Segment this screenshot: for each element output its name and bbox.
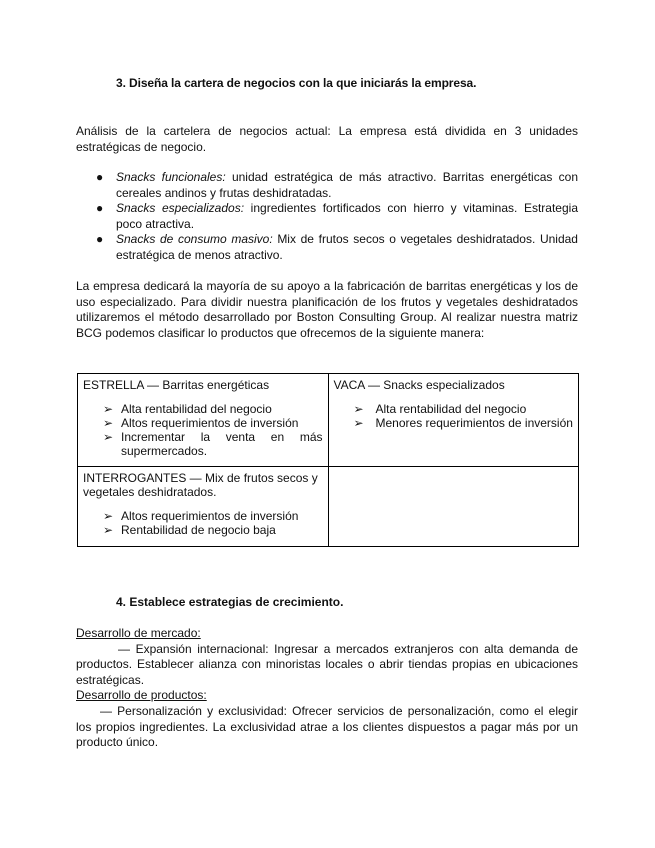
unit-description: unidad estratégica de más atractivo. Barritas energéticas con cereales andinos y frutas deshidratadas. [116,170,578,200]
growth-strategies [76,626,578,751]
list-item: ➢ Rentabilidad de negocio baja [103,523,276,537]
cell-title: INTERROGANTES — Mix de frutos secos y vegetales deshidratados. [83,471,318,499]
arrow-bullet-icon: ➢ [103,430,114,444]
summary-paragraph: La empresa dedicará la mayoría de su apoyo a la fabricación de barritas energéticas y los de uso especializado. Para dividir nuestra planificación de los frutos y vegetales deshidratados utilizaremos el método desarrollado por Boston Consulting Group. Al realizar nuestra matriz BCG podemos clasificar lo productos que ofrecemos de la siguiente manera: [76,279,578,340]
arrow-bullet-icon: ➢ [103,402,114,416]
bullet-icon: ● [96,232,104,247]
cell-title: VACA — Snacks especializados [333,378,505,392]
market-development-text: — Expansión internacional: Ingresar a mercados extranjeros con alta demanda de productos. Establecer alianza con minoristas locales o abrir tiendas propias en ubicaciones estratégicas. [76,641,578,687]
bullet-icon: ● [96,170,104,184]
list-item: ➢ Alta rentabilidad del negocio [353,402,527,416]
list-item: ➢ Alta rentabilidad del negocio [103,402,272,416]
list-item: ➢ Menores requerimientos de inversión [353,416,573,430]
arrow-bullet-icon: ➢ [103,509,114,523]
product-development-text: — Personalización y exclusividad: Ofrecer servicios de personalización, como el elegir los propios ingredientes. La exclusividad atrae a los clientes dispuestos a pagar más por un producto único. [76,703,578,750]
list-item [96,232,578,263]
bcg-cell-estrella [78,374,329,467]
product-development-title: Desarrollo de productos: [76,688,207,703]
intro-paragraph: Análisis de la cartelera de negocios actual: La empresa está dividida en 3 unidades estratégicas de negocio. [76,124,578,154]
arrow-bullet-icon: ➢ [103,416,114,430]
section-3-heading: 3. Diseña la cartera de negocios con la que iniciarás la empresa. [116,76,477,90]
bcg-matrix [77,373,579,547]
unit-label: Snacks de consumo masivo: [116,232,273,247]
bcg-cell-vaca [328,374,579,467]
arrow-bullet-icon: ➢ [103,523,114,537]
list-item: ➢ Incrementar la venta en más supermercados. [103,430,323,458]
cell-title: ESTRELLA — Barritas energéticas [83,378,270,392]
list-item [96,170,578,201]
unit-label: Snacks funcionales: [116,170,226,184]
list-item: ➢ Altos requerimientos de inversión [103,416,299,430]
market-development-title: Desarrollo de mercado: [76,626,201,640]
unit-label: Snacks especializados: [116,201,245,216]
arrow-bullet-icon: ➢ [353,402,364,416]
bullet-icon: ● [96,201,104,216]
business-units-list [96,170,578,264]
bcg-cell-perro [328,467,579,547]
list-item: ➢ Altos requerimientos de inversión [103,509,299,523]
unit-description: Mix de frutos secos o vegetales deshidratados. Unidad estratégica de menos atractivo. [116,232,578,262]
section-4-heading: 4. Establece estrategias de crecimiento. [116,595,344,609]
bcg-cell-interrogantes [78,467,329,547]
list-item [96,201,578,232]
unit-description: ingredientes fortificados con hierro y vitaminas. Estrategia poco atractiva. [116,201,578,231]
arrow-bullet-icon: ➢ [353,416,364,430]
